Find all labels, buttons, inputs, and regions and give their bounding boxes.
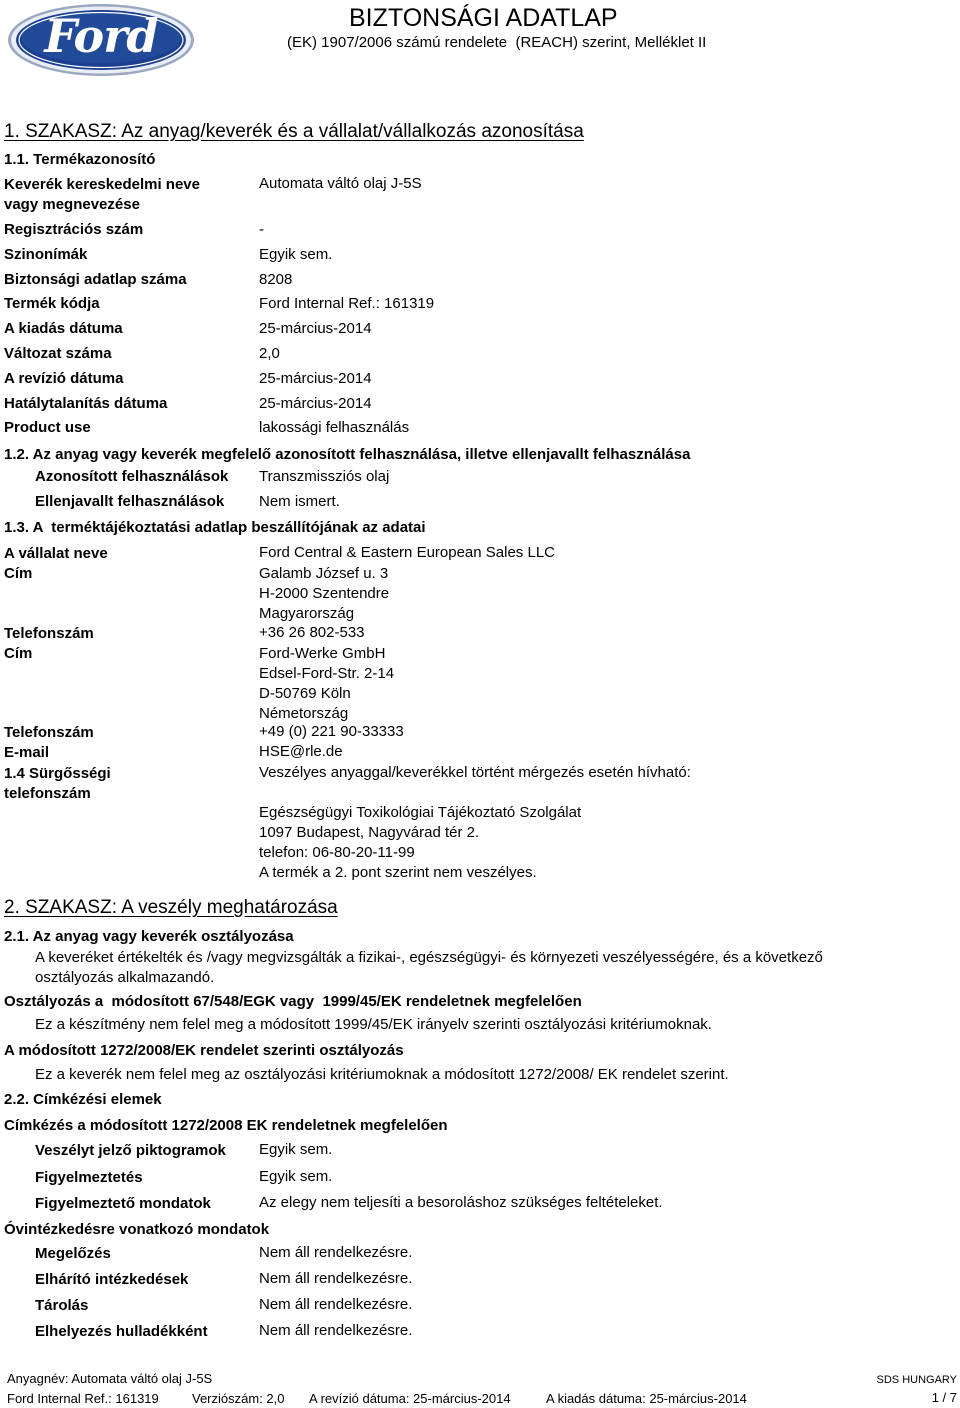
footer-issue: A kiadás dátuma: 25-március-2014 [546, 1391, 747, 1406]
signal-word-label: Figyelmeztetés [35, 1169, 143, 1186]
address-label: Cím [4, 565, 33, 582]
address-2-label: Cím [4, 645, 33, 662]
dpd-text: Ez a készítmény nem felel meg a módosított 1999/45/EK irányelv szerinti osztályozási kritériumoknak. [35, 1016, 712, 1033]
prevention-label: Megelőzés [35, 1245, 111, 1262]
footer-ref: Ford Internal Ref.: 161319 [7, 1391, 159, 1406]
identified-uses-label: Azonosított felhasználások [35, 468, 229, 485]
emergency-phone-label: 1.4 Sürgősségi telefonszám [4, 765, 111, 802]
hazard-statements-label: Figyelmeztető mondatok [35, 1195, 211, 1212]
issue-date-value: 25-március-2014 [259, 320, 372, 337]
emergency-intro: Veszélyes anyaggal/keverékkel történt mérgezés esetén hívható: [259, 764, 691, 781]
product-use-label: Product use [4, 419, 91, 436]
footer-revision: A revízió dátuma: 25-március-2014 [309, 1391, 511, 1406]
issue-date-label: A kiadás dátuma [4, 320, 123, 337]
clp-heading: A módosított 1272/2008/EK rendelet szerinti osztályozás [4, 1042, 404, 1059]
supersedes-date-value: 25-március-2014 [259, 395, 372, 412]
footer-sds-tag: SDS HUNGARY [876, 1374, 957, 1386]
company-label: A vállalat neve [4, 545, 108, 562]
storage-value: Nem áll rendelkezésre. [259, 1296, 413, 1313]
supersedes-date-label: Hatálytalanítás dátuma [4, 395, 168, 412]
email-label: E-mail [4, 744, 50, 761]
document-title: BIZTONSÁGI ADATLAP [349, 4, 618, 32]
version-label: Változat száma [4, 345, 112, 362]
trade-name-label: Keverék kereskedelmi neve vagy megnevezése [4, 176, 200, 213]
storage-label: Tárolás [35, 1297, 89, 1314]
address-2-block: Ford-Werke GmbH Edsel-Ford-Str. 2-14 D-50769 Köln Németország [259, 645, 395, 722]
classification-text: A keveréket értékelték és /vagy megvizsgálták a fizikai-, egészségügyi- és környezeti veszélyességére, és a következő osztályozás alkalmazandó. [35, 949, 823, 986]
version-value: 2,0 [259, 345, 280, 362]
subsection-1-3: 1.3. A terméktájékoztatási adatlap beszállítójának az adatai [4, 519, 426, 536]
hazard-statements-value: Az elegy nem teljesíti a besoroláshoz szükséges feltételeket. [259, 1194, 663, 1211]
pictogram-label: Veszélyt jelző piktogramok [35, 1142, 226, 1159]
disposal-value: Nem áll rendelkezésre. [259, 1322, 413, 1339]
phone-2-value: +49 (0) 221 90-33333 [259, 723, 404, 740]
address-block: Galamb József u. 3 H-2000 Szentendre Magyarország [259, 565, 390, 622]
synonyms-label: Szinonímák [4, 246, 88, 263]
phone-2-label: Telefonszám [4, 724, 94, 741]
trade-name-value: Automata váltó olaj J-5S [259, 175, 422, 192]
product-use-value: lakossági felhasználás [259, 419, 410, 436]
subsection-1-1: 1.1. Termékazonosító [4, 151, 156, 168]
subsection-1-2: 1.2. Az anyag vagy keverék megfelelő azonosított felhasználása, illetve ellenjavallt felhasználása [4, 446, 691, 463]
signal-word-value: Egyik sem. [259, 1168, 333, 1185]
prevention-value: Nem áll rendelkezésre. [259, 1244, 413, 1261]
footer-page-number: 1 / 7 [931, 1390, 957, 1405]
footer-version: Verziószám: 2,0 [192, 1391, 285, 1406]
precaution-heading: Óvintézkedésre vonatkozó mondatok [4, 1221, 270, 1238]
sds-number-label: Biztonsági adatlap száma [4, 271, 187, 288]
restricted-uses-value: Nem ismert. [259, 493, 340, 510]
revision-date-value: 25-március-2014 [259, 370, 372, 387]
dpd-heading: Osztályozás a módosított 67/548/EGK vagy 1999/45/EK rendeletnek megfelelően [4, 993, 582, 1010]
restricted-uses-label: Ellenjavallt felhasználások [35, 493, 225, 510]
synonyms-value: Egyik sem. [259, 246, 333, 263]
reg-value: - [259, 221, 264, 238]
sds-number-value: 8208 [259, 271, 293, 288]
emergency-details: Egészségügyi Toxikológiai Tájékoztató Szolgálat 1097 Budapest, Nagyvárad tér 2. telefon: 06-80-20-11-99 A termék a 2. pont szerint nem veszélyes. [259, 804, 582, 881]
email-value[interactable]: HSE@rle.de [259, 743, 343, 760]
logo-text: Ford [44, 9, 158, 63]
reg-label: Regisztrációs szám [4, 221, 144, 238]
company-value: Ford Central & Eastern European Sales LLC [259, 544, 555, 561]
phone-label: Telefonszám [4, 625, 94, 642]
product-code-label: Termék kódja [4, 295, 100, 312]
response-value: Nem áll rendelkezésre. [259, 1270, 413, 1287]
section-2-heading: 2. SZAKASZ: A veszély meghatározása [4, 897, 338, 918]
identified-uses-value: Transzmissziós olaj [259, 468, 390, 485]
phone-value: +36 26 802-533 [259, 624, 365, 641]
subsection-2-1: 2.1. Az anyag vagy keverék osztályozása [4, 928, 294, 945]
section-1-heading: 1. SZAKASZ: Az anyag/keverék és a vállalat/vállalkozás azonosítása [4, 121, 584, 142]
revision-date-label: A revízió dátuma [4, 370, 124, 387]
disposal-label: Elhelyezés hulladékként [35, 1323, 208, 1340]
ford-logo [6, 2, 196, 78]
labelling-heading: Címkézés a módosított 1272/2008 EK rendeletnek megfelelően [4, 1117, 448, 1134]
document-subtitle: (EK) 1907/2006 számú rendelete (REACH) szerint, Melléklet II [287, 34, 707, 51]
product-code-value: Ford Internal Ref.: 161319 [259, 295, 435, 312]
subsection-2-2: 2.2. Címkézési elemek [4, 1091, 162, 1108]
response-label: Elhárító intézkedések [35, 1271, 189, 1288]
footer-product-name: Anyagnév: Automata váltó olaj J-5S [7, 1371, 213, 1386]
pictogram-value: Egyik sem. [259, 1141, 333, 1158]
clp-text: Ez a keverék nem felel meg az osztályozási kritériumoknak a módosított 1272/2008/ EK rendelet szerint. [35, 1066, 729, 1083]
